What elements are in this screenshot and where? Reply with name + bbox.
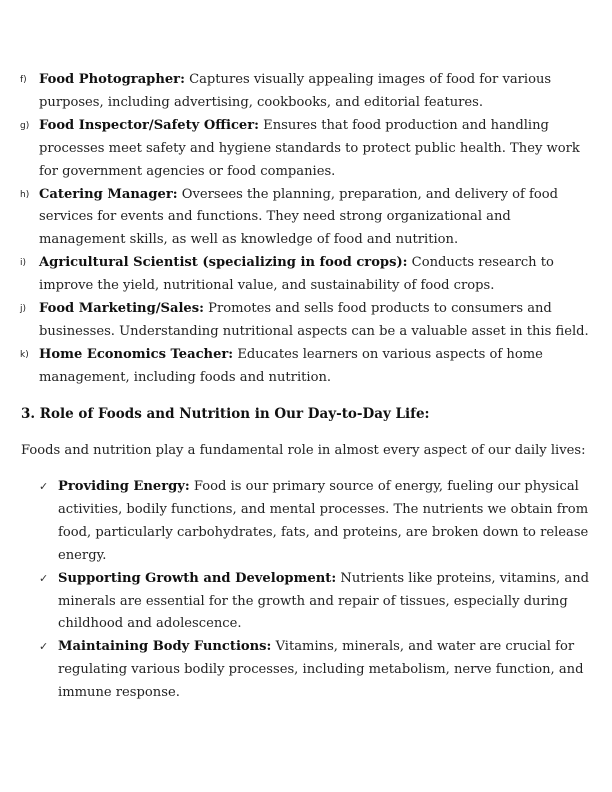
list-item-catering-manager [20, 184, 595, 253]
checkmark-icon: ✓ [39, 571, 49, 585]
item-description: Promotes and sells food products to consumers and businesses. Understanding nutritional aspects can be a valuable asset in this field. [39, 301, 589, 339]
list-item-food-marketing [20, 298, 595, 344]
list-marker: i) [20, 258, 27, 269]
item-term: Agricultural Scientist (specializing in food crops): [39, 255, 408, 271]
list-item-agricultural-scientist [20, 252, 595, 298]
list-marker: f) [20, 75, 27, 85]
item-term: Providing Energy: [58, 479, 190, 494]
list-marker: g) [20, 120, 30, 131]
career-list [20, 69, 595, 390]
item-description: Vitamins, minerals, and water are crucial for regulating various bodily processes, including metabolism, nerve function, and immune response. [58, 639, 584, 701]
list-marker: j) [20, 304, 27, 315]
item-term: Food Photographer: [39, 72, 185, 87]
list-item-home-economics-teacher [20, 344, 595, 390]
item-description: Conducts research to improve the yield, nutritional value, and sustainability of food crops. [39, 255, 554, 294]
list-item-food-photographer [20, 69, 595, 115]
list-item-providing-energy [39, 476, 595, 568]
item-description: Food is our primary source of energy, fueling our physical activities, bodily functions, and mental processes. The nutrients we obtain from food, particularly carbohydrates, fats, and proteins, are broken down to release energy. [58, 479, 589, 563]
item-description: Oversees the planning, preparation, and delivery of food services for events and functions. They need strong organizational and management skills, as well as knowledge of food and nutrition. [39, 186, 559, 248]
item-term: Supporting Growth and Development: [58, 570, 337, 586]
item-description: Educates learners on various aspects of home management, including foods and nutrition. [39, 346, 543, 385]
item-term: Food Inspector/Safety Officer: [39, 117, 259, 133]
item-term: Food Marketing/Sales: [39, 301, 204, 317]
section-intro: Foods and nutrition play a fundamental role in almost every aspect of our daily lives: [21, 443, 586, 458]
item-term: Catering Manager: [39, 186, 178, 202]
list-item-supporting-growth [39, 568, 595, 637]
item-term: Maintaining Body Functions: [58, 639, 272, 655]
list-item-maintaining-body-functions [39, 636, 595, 705]
checkmark-icon: ✓ [39, 640, 49, 654]
list-marker: h) [20, 189, 30, 200]
checkmark-icon: ✓ [39, 480, 49, 493]
section-heading: 3. Role of Foods and Nutrition in Our Day-to-Day Life: [21, 406, 430, 422]
item-description: Ensures that food production and handling processes meet safety and hygiene standards to protect public health. They work for government agencies or food companies. [39, 117, 580, 179]
role-list [39, 476, 595, 705]
item-description: Nutrients like proteins, vitamins, and minerals are essential for the growth and repair of tissues, especially during childhood and adolescence. [58, 570, 590, 632]
list-item-food-inspector [20, 115, 595, 184]
item-term: Home Economics Teacher: [39, 346, 234, 362]
list-marker: k) [20, 349, 29, 360]
item-description: Captures visually appealing images of food for various purposes, including advertising, cookbooks, and editorial features. [39, 72, 552, 110]
